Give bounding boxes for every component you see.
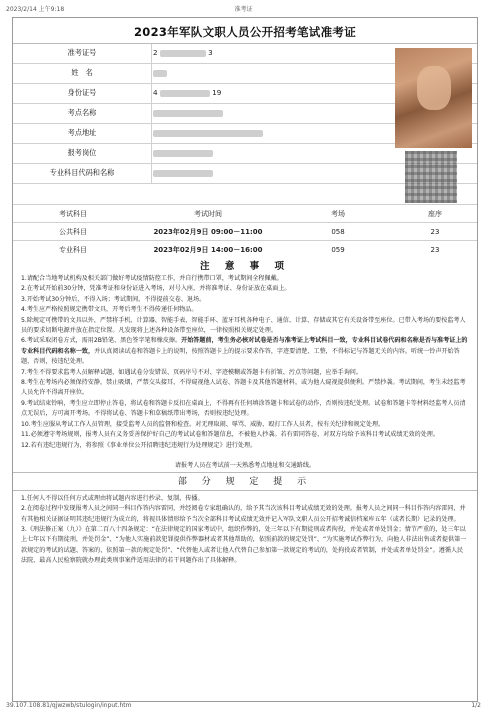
qr-code-overlay bbox=[405, 151, 457, 203]
print-page-title: 准考证 bbox=[234, 6, 253, 13]
name-label: 姓 名 bbox=[71, 68, 93, 77]
regulation-item: 2.在阅卷过程中发现报考人员之间同一科目作答内容雷同，并经阅卷专家组确认的，给予其当次该科目考试成绩无效的处理。报考人员之间同一科目作答内容雷同，并有其他相关证据证明其违纪违规行为成立的，将视具体情形给予当次全部科目考试成绩无效并记入军队文职人员公开招考诚信档案库五年（或者长期）记录的处理。 bbox=[21, 505, 466, 523]
note-item: 2.在考试开始前30分钟，凭准考证和身份证进入考场，对号入座，并将准考证、身份证放在桌面上。 bbox=[21, 285, 291, 293]
table-cell: 2023年02月9日 09:00－11:00 bbox=[133, 223, 283, 241]
note-item: 5.除规定可携带的文具以外，严禁将手机、计算器、智能手表、智能手环、蓝牙耳机各种电子、通信、计算、存储或其它有关设备带至座位。已带入考场的要按监考人员的要求切断电源并放在指定位置。凡发现将上述各种设备带至座位，一律按照相关规定处理。 bbox=[21, 316, 466, 335]
notes-body bbox=[21, 274, 469, 567]
redacted-mask bbox=[160, 50, 206, 57]
table-cell: 2023年02月9日 14:00－16:00 bbox=[133, 241, 283, 259]
redacted-mask bbox=[153, 130, 263, 137]
exam-schedule-table bbox=[13, 204, 477, 258]
note-item: 4.考生应严格按照规定携带文具，开考后考生不得传递任何物品。 bbox=[21, 306, 198, 314]
table-row bbox=[13, 223, 477, 241]
subject-code-value bbox=[153, 168, 213, 177]
candidate-photo bbox=[395, 48, 472, 148]
redacted-mask bbox=[153, 150, 213, 157]
table-row bbox=[13, 241, 477, 259]
name-value bbox=[153, 68, 167, 77]
admission-ticket bbox=[12, 17, 478, 702]
note-item: 7.考生不得要求监考人员解释试题，如遇试卷分发错误、页码序号不对、字迹模糊或答题卡有折皱、污点等问题，应举手询问。 bbox=[21, 368, 362, 376]
table-cell: 23 bbox=[393, 223, 477, 241]
table-header-row bbox=[13, 205, 477, 223]
note-item: 10.考生应服从考试工作人员管理，接受监考人员的监督和检查。对无理取闹、辱骂、威胁、殴打工作人员者，按有关纪律和规定处理。 bbox=[21, 420, 385, 428]
note-item: 6.考试采取闭卷方式，需用2B铅笔、黑色签字笔和橡皮擦。开始答题前，考生务必核对试卷是否与准考证上考试科目一致，专业科目试卷代码和名称是否与准考证上的专业科目代码和名称一致，并认真阅读试卷和答题卡上的说明，按照答题卡上的提示要求作答，字迹要清楚、工整，不得标记与答题无关的内容。听统一铃声开始答题，否则，按违纪处理。 bbox=[21, 337, 468, 366]
ticket-number-value: 2 3 bbox=[153, 48, 213, 57]
site-address-label: 考点地址 bbox=[67, 128, 97, 137]
redacted-mask bbox=[153, 110, 223, 117]
regulation-item: 3.《刑法修正案（九）》在第二百八十四条规定：“在法律规定的国家考试中，组织作弊的，处三年以下有期徒刑或者拘役，并处或者单处罚金；情节严重的，处三年以上七年以下有期徒刑，并处罚金”、“为他人实施前款犯罪提供作弊器材或者其他帮助的，依照前款的规定处罚”、“为实施考试作弊行为，向他人非法出售或者提供第一款规定的考试的试题、答案的，依照第一款的规定处罚”、“代替他人或者让他人代替自己参加第一款规定的考试的，处拘役或者管制，并处或者单处罚金”。遵循人民法院、最高人民检察院就办理此类刑事案件适用法律的若干问题作出了具体解释。 bbox=[21, 525, 467, 565]
browser-print-footer bbox=[6, 702, 481, 712]
table-cell: 23 bbox=[393, 241, 477, 259]
note-item: 12.若有违纪违规行为，将参照《事业单位公开招聘违纪违规行为处理规定》进行处理。 bbox=[21, 441, 257, 449]
table-cell: 专业科目 bbox=[13, 241, 133, 259]
exam-site-label: 考点名称 bbox=[67, 108, 97, 117]
column-header: 考试时间 bbox=[133, 205, 283, 223]
redacted-mask bbox=[153, 70, 167, 77]
note-item: 3.开始考试30分钟后，不得入场；考试期间，不得提前交卷、退场。 bbox=[21, 295, 206, 303]
ticket-number-label: 准考证号 bbox=[67, 48, 97, 57]
column-header: 座序 bbox=[393, 205, 477, 223]
position-label: 报考岗位 bbox=[67, 148, 97, 157]
position-value bbox=[153, 148, 213, 157]
subject-code-label: 专业科目代码和名称 bbox=[49, 168, 115, 177]
section-divider bbox=[13, 472, 477, 473]
table-cell: 058 bbox=[283, 223, 393, 241]
id-number-label: 身份证号 bbox=[67, 88, 97, 97]
regulations-heading: 部 分 规 定 提 示 bbox=[177, 477, 313, 488]
table-cell: 059 bbox=[283, 241, 393, 259]
column-header: 考场 bbox=[283, 205, 393, 223]
closing-note: 请报考人员在考试前一天熟悉考点地址和交通路线。 bbox=[174, 461, 316, 469]
section-divider bbox=[13, 490, 477, 491]
note-item: 8.考生在考场内必须保持安静，禁止吸烟，严禁交头接耳，不得窥视他人试卷、答题卡及其他答题材料，或为他人窥视提供便利。严禁抄袭。考试期间，考生未经监考人员允许不得离开座位。 bbox=[21, 379, 466, 397]
column-header: 考试科目 bbox=[13, 205, 133, 223]
print-timestamp: 2023/2/14 上午9:18 bbox=[6, 6, 65, 13]
print-url: 39.107.108.81/qjwzwb/stulogin/input.htm bbox=[6, 702, 132, 709]
site-address-value bbox=[153, 128, 263, 137]
redacted-mask bbox=[153, 170, 213, 177]
print-page-number: 1/2 bbox=[471, 702, 481, 709]
redacted-mask bbox=[160, 90, 210, 97]
table-cell: 公共科目 bbox=[13, 223, 133, 241]
note-item: 9.考试结束铃响，考生应立即停止答卷，将试卷和答题卡反扣在桌面上，不得再有任何填涂答题卡和试卷的动作，否则按违纪处理。试卷和答题卡等材料经监考人员清点无误后，方可离开考场。不得将试卷、答题卡和草稿纸带出考场，否则按违纪处理。 bbox=[21, 399, 466, 418]
note-item: 1.请配合当地考试机构及相关部门做好考试疫情防控工作，并自行携带口罩，考试期间全程佩戴。 bbox=[21, 275, 283, 282]
exam-site-value bbox=[153, 108, 223, 117]
id-number-value: 4 19 bbox=[153, 88, 222, 97]
note-item: 11.必须遵守考场规则，报考人员有义务妥善保护好自己的考试试卷和答题信息，不被他人抄袭。若有雷同答卷，对双方均给予该科目考试成绩无效的处理。 bbox=[21, 431, 439, 439]
regulation-item: 1.任何人不得以任何方式或理由将试题内容进行抄录、复制、传播。 bbox=[21, 494, 204, 502]
ticket-title: 2023年军队文职人员公开招考笔试准考证 bbox=[133, 25, 356, 39]
notes-heading: 注 意 事 项 bbox=[200, 261, 290, 272]
browser-print-header bbox=[6, 4, 481, 14]
